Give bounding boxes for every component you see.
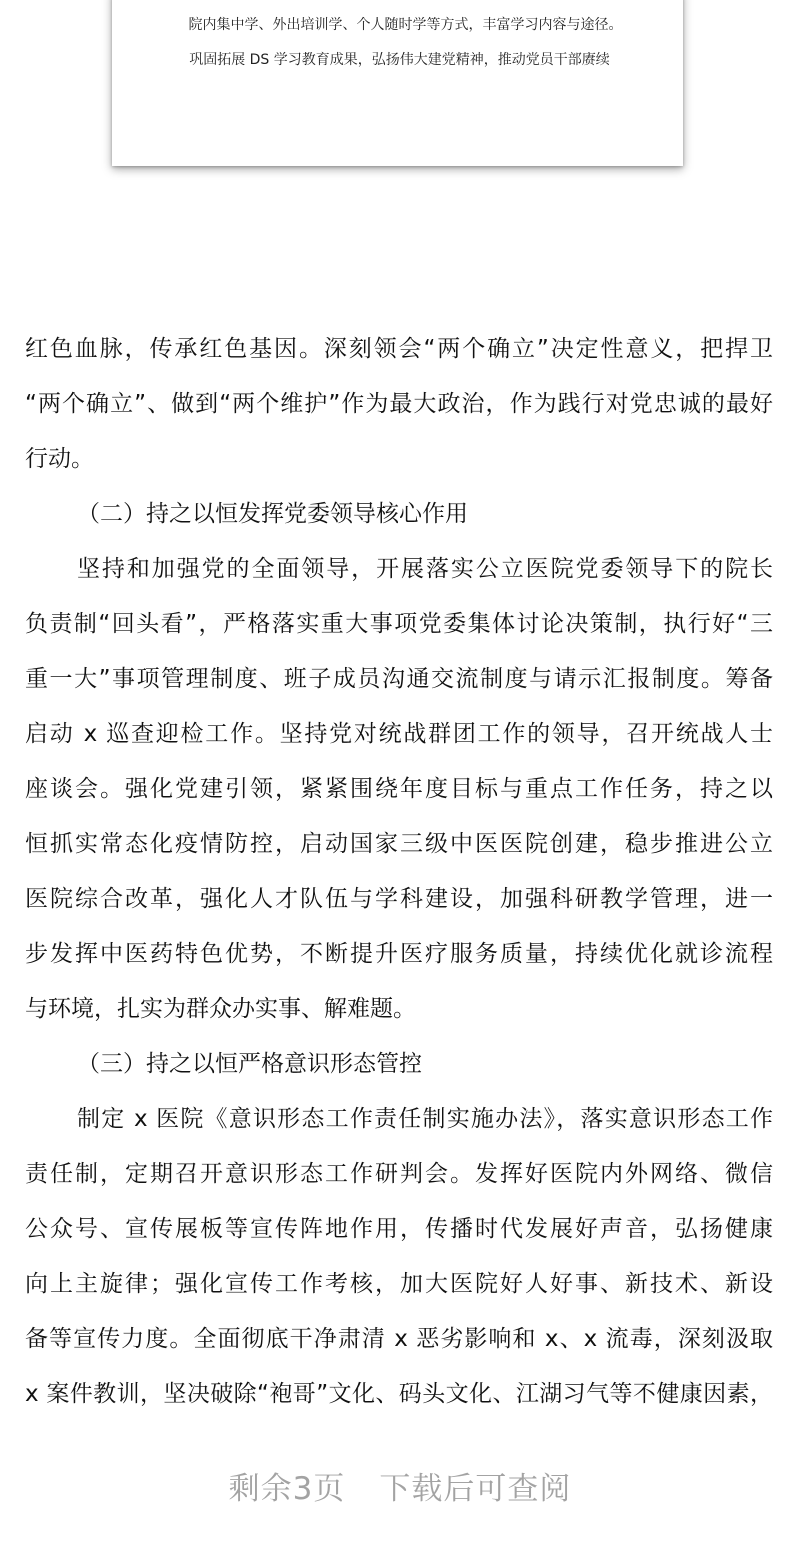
section-heading: （二）持之以恒发挥党委领导核心作用 <box>77 501 468 527</box>
preview-line: 院内集中学、外出培训学、个人随时学等方式，丰富学习内容与途径。 <box>188 17 623 33</box>
document-preview-card <box>112 0 683 166</box>
download-to-view-text: 下载后可查阅 <box>379 1471 572 1507</box>
download-prompt[interactable] <box>0 1466 800 1512</box>
section-heading: （三）持之以恒严格意识形态管控 <box>77 1051 422 1077</box>
paragraph-line: 步发挥中医药特色优势，不断提升医疗服务质量，持续优化就诊流程 <box>25 941 773 967</box>
preview-line: 巩固拓展 DS 学习教育成果，弘扬伟大建党精神，推动党员干部赓续 <box>189 52 610 68</box>
paragraph-line: x 案件教训，坚决破除“袍哥”文化、码头文化、江湖习气等不健康因素， <box>25 1381 773 1407</box>
paragraph-line: 制定 x 医院《意识形态工作责任制实施办法》，落实意识形态工作 <box>77 1106 773 1132</box>
paragraph-line: 重一大”事项管理制度、班子成员沟通交流制度与请示汇报制度。筹备 <box>25 666 773 692</box>
paragraph-line: 座谈会。强化党建引领，紧紧围绕年度目标与重点工作任务，持之以 <box>25 776 773 802</box>
paragraph-line: 责任制，定期召开意识形态工作研判会。发挥好医院内外网络、微信 <box>25 1161 773 1187</box>
paragraph-line: 恒抓实常态化疫情防控，启动国家三级中医医院创建，稳步推进公立 <box>25 831 773 857</box>
paragraph-line: 备等宣传力度。全面彻底干净肃清 x 恶劣影响和 x、x 流毒，深刻汲取 <box>25 1326 773 1352</box>
paragraph-line: 行动。 <box>25 446 94 472</box>
paragraph-line: 医院综合改革，强化人才队伍与学科建设，加强科研教学管理，进一 <box>25 886 773 912</box>
paragraph-line: “两个确立”、做到“两个维护”作为最大政治，作为践行对党忠诚的最好 <box>25 391 773 417</box>
paragraph-line: 启动 x 巡查迎检工作。坚持党对统战群团工作的领导，召开统战人士 <box>25 721 773 747</box>
paragraph-line: 向上主旋律；强化宣传工作考核，加大医院好人好事、新技术、新设 <box>25 1271 773 1297</box>
remaining-pages-text: 剩余3页 <box>228 1471 346 1507</box>
paragraph-line: 公众号、宣传展板等宣传阵地作用，传播时代发展好声音，弘扬健康 <box>25 1216 773 1242</box>
paragraph-line: 与环境，扎实为群众办实事、解难题。 <box>25 996 416 1022</box>
paragraph-line: 负责制“回头看”，严格落实重大事项党委集体讨论决策制，执行好“三 <box>25 611 773 637</box>
paragraph-line: 红色血脉，传承红色基因。深刻领会“两个确立”决定性意义，把捍卫 <box>25 336 773 362</box>
paragraph-line: 坚持和加强党的全面领导，开展落实公立医院党委领导下的院长 <box>77 556 773 582</box>
